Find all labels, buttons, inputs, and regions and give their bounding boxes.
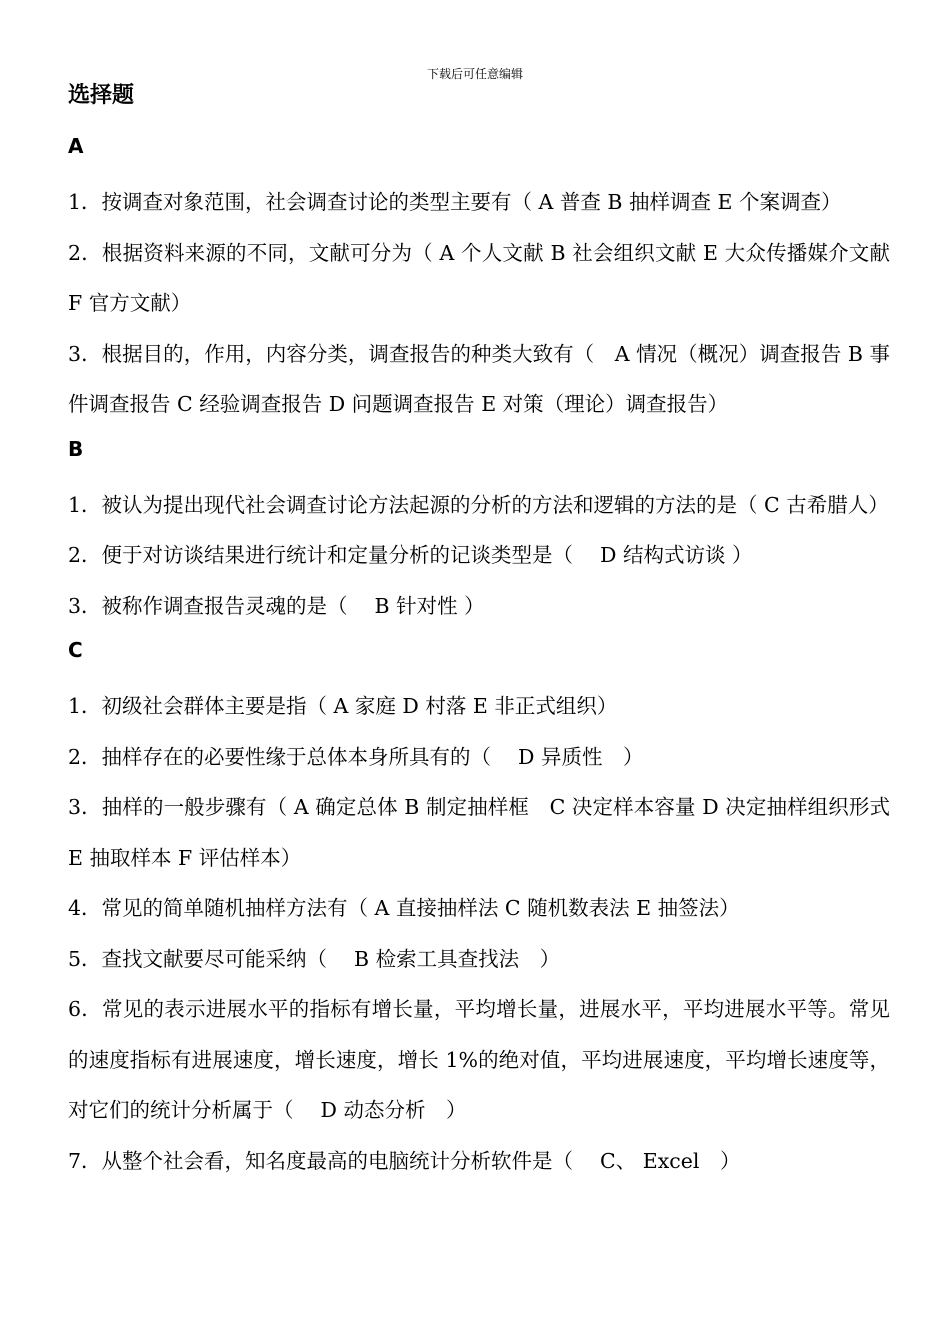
question-b-3: 3．被称作调查报告灵魂的是（ B 针对性 ） [68,593,485,618]
section-heading-a: A [68,134,84,158]
page-title: 选择题 [68,83,135,108]
question-c-2: 2．抽样存在的必要性缘于总体本身所具有的（ D 异质性 ） [68,744,644,769]
question-c-4: 4．常见的简单随机抽样方法有（ A 直接抽样法 C 随机数表法 E 抽签法） [68,896,740,920]
question-a-1: 1．按调查对象范围，社会调查讨论的类型主要有（ A 普查 B 抽样调查 E 个案调查） [68,190,842,214]
question-a-3: 3．根据目的，作用，内容分类，调查报告的种类大致有（ A 情况（概况）调查报告 B 事件调查报告 C 经验调查报告 D 问题调查报告 E 对策（理论）调查报告） [68,341,890,416]
section-heading-c: C [68,638,83,662]
question-b-2: 2．便于对访谈结果进行统计和定量分析的记谈类型是（ D 结构式访谈 ） [68,543,753,567]
question-c-5: 5．查找文献要尽可能采纳（ B 检索工具查找法 ） [68,946,561,971]
question-c-6: 6．常见的表示进展水平的指标有增长量，平均增长量，进展水平，平均进展水平等。常见的速度指标有进展速度，增长速度，增长 1%的绝对值，平均进展速度，平均增长速度等，对它们的统计分析属于（ D 动态分析 ） [68,997,890,1122]
question-c-1: 1．初级社会群体主要是指（ A 家庭 D 村落 E 非正式组织） [68,694,618,718]
question-c-3: 3．抽样的一般步骤有（ A 确定总体 B 制定抽样框 C 决定样本容量 D 决定抽样组织形式 E 抽取样本 F 评估样本） [68,795,938,870]
question-c-7: 7．从整个社会看，知名度最高的电脑统计分析软件是（ C、 Excel ） [68,1148,741,1173]
question-a-2: 2．根据资料来源的不同，文献可分为（ A 个人文献 B 社会组织文献 E 大众传播媒介文献 F 官方文献） [68,240,890,315]
question-b-1: 1．被认为提出现代社会调查讨论方法起源的分析的方法和逻辑的方法的是（ C 古希腊人） [68,492,889,517]
document-body [68,77,938,1186]
header-note: 下载后可任意编辑 [426,67,523,81]
section-heading-b: B [68,436,84,461]
